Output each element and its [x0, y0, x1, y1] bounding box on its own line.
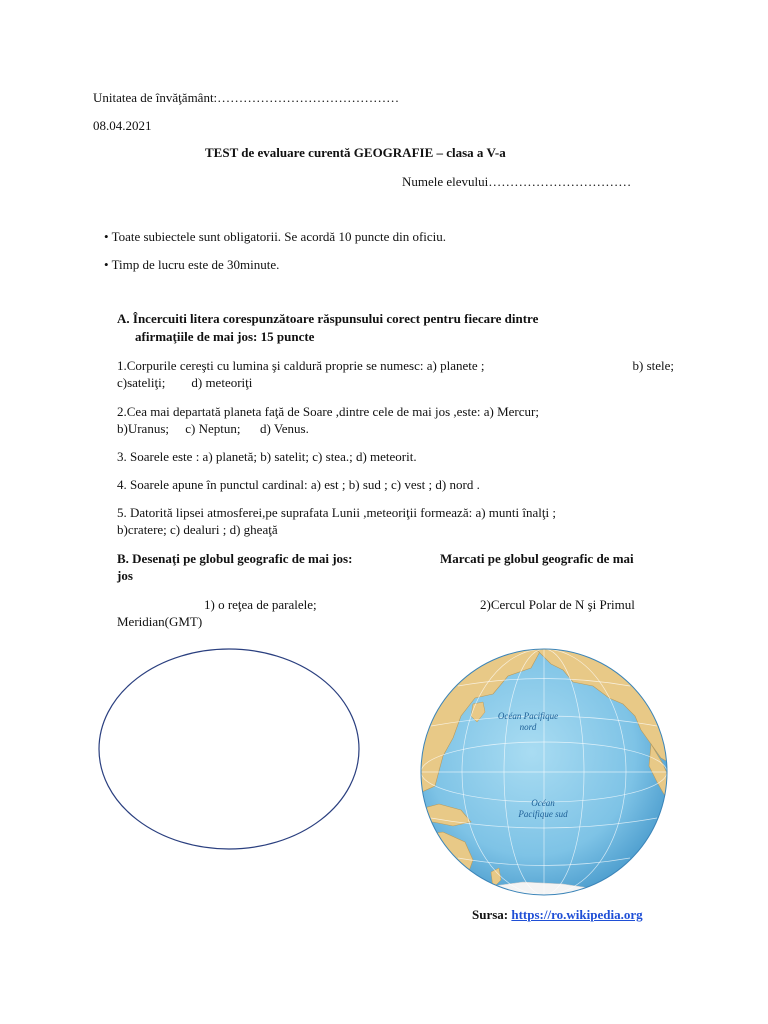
blank-globe-drawing-area[interactable]	[96, 646, 362, 852]
section-b-right-heading-cont: jos	[117, 568, 133, 583]
question-3: 3. Soarele este : a) planetă; b) satelit; c) stea.; d) meteorit.	[117, 449, 417, 464]
section-b-left-heading: B. Desenaţi pe globul geografic de mai jos:	[117, 551, 353, 566]
label-north-pacific-1: Océan Pacifique	[497, 711, 559, 721]
task-parallels: 1) o reţea de paralele;	[204, 597, 317, 612]
task-meridian: Meridian(GMT)	[117, 614, 203, 629]
section-a-heading-line2: afirmaţiile de mai jos: 15 puncte	[135, 329, 315, 344]
label-south-pacific-1: Océan	[531, 798, 555, 808]
rule-time: • Timp de lucru este de 30minute.	[104, 257, 280, 272]
question-5	[117, 504, 674, 538]
question-1-option-b: b) stele;	[632, 358, 674, 373]
section-a-heading-line1: A. Încercuiti litera corespunzătoare răspunsului corect pentru fiecare dintre	[117, 311, 539, 326]
question-1-line2: c)sateliţi; d) meteoriţi	[117, 375, 253, 390]
source-label: Sursa:	[472, 907, 509, 922]
source-link[interactable]: https://ro.wikipedia.org	[511, 907, 643, 922]
question-2-line2: b)Uranus; c) Neptun; d) Venus.	[117, 421, 309, 436]
label-south-pacific-2: Pacifique sud	[518, 809, 568, 819]
question-1-text: 1.Corpurile cereşti cu lumina şi caldură proprie se numesc: a) planete ;	[117, 358, 485, 373]
question-5-line2: b)cratere; c) dealuri ; d) gheaţă	[117, 522, 278, 537]
label-north-pacific-2: nord	[519, 722, 537, 732]
test-date: 08.04.2021	[93, 118, 152, 133]
task-polar-circle: 2)Cercul Polar de N şi Primul	[480, 597, 635, 612]
pacific-globe-image	[413, 646, 675, 898]
question-2	[117, 403, 674, 437]
source-line	[472, 906, 643, 923]
school-label: Unitatea de învăţământ:……………………………………	[93, 90, 400, 105]
question-5-text: 5. Datorită lipsei atmosferei,pe suprafata Lunii ,meteoriţii formează: a) munti înalţi ;	[117, 505, 556, 520]
rule-mandatory: • Toate subiectele sunt obligatorii. Se acordă 10 puncte din oficiu.	[104, 229, 447, 244]
question-1	[117, 357, 674, 391]
question-4: 4. Soarele apune în punctul cardinal: a) est ; b) sud ; c) vest ; d) nord .	[117, 477, 480, 492]
section-b-right-heading: Marcati pe globul geografic de mai	[440, 551, 634, 566]
test-title: TEST de evaluare curentă GEOGRAFIE – clasa a V-a	[205, 145, 506, 160]
student-name-label: Numele elevului……………………………	[402, 174, 632, 189]
question-2-text: 2.Cea mai departată planeta faţă de Soare ,dintre cele de mai jos ,este: a) Mercur;	[117, 404, 539, 419]
section-a-heading	[117, 310, 674, 327]
